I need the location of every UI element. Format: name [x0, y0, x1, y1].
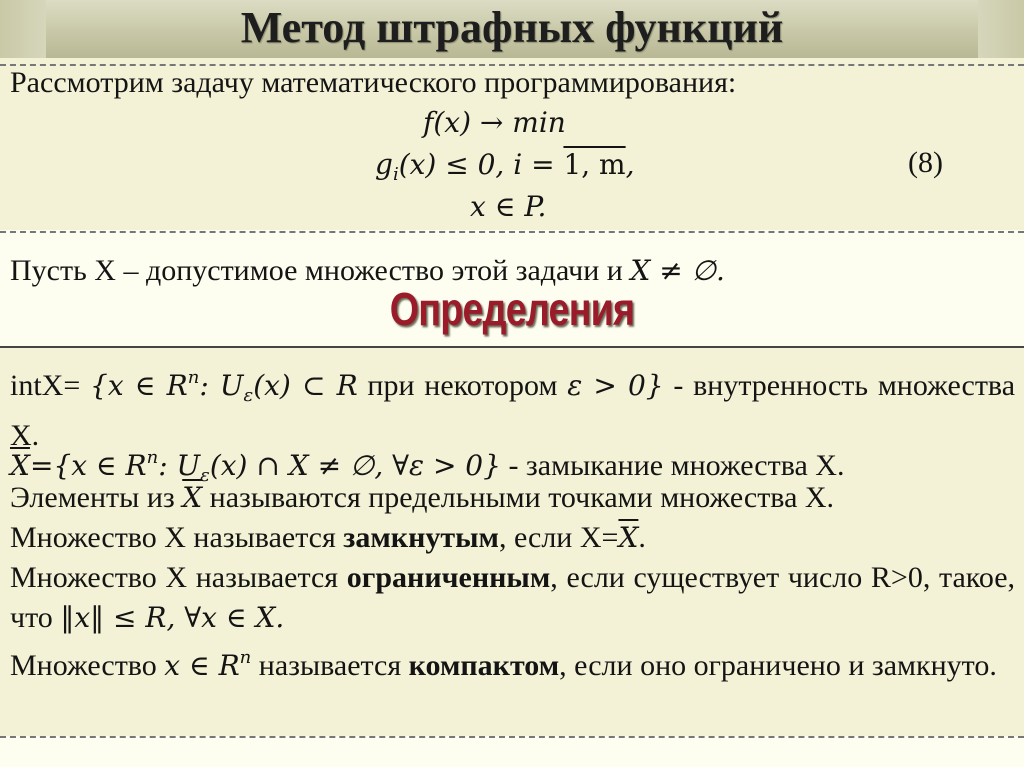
bounded-term: ограниченным — [346, 561, 551, 594]
bounded-text-b: , если существует число R>0, такое, что — [10, 561, 1016, 634]
page-title: Метод штрафных функций — [240, 3, 784, 52]
interior-nbhd: : U — [199, 369, 244, 402]
bounded-text-a: Множество X называется — [10, 561, 347, 594]
constraint-g: g — [375, 148, 393, 181]
interior-desc: - внутренность множества X. — [10, 369, 1016, 452]
equation-number: (8) — [908, 146, 943, 179]
closed-period: . — [638, 521, 646, 554]
interior-epsilon: ε — [243, 385, 254, 406]
compact-text-a: Множество — [10, 649, 165, 682]
divider-definitions — [0, 346, 1024, 348]
definitions-heading: Определения — [389, 283, 635, 335]
constraint-range: 1, m — [563, 148, 626, 181]
interior-set-open: {x ∈ R — [90, 369, 188, 402]
closure-symbol: $\overline{X}$ — [10, 449, 30, 482]
closed-term: замкнутым — [343, 521, 499, 554]
limit-closure-symbol: $\overline{X}$ — [182, 481, 203, 514]
bounded-formula: ‖x‖ ≤ R, ∀x ∈ X. — [60, 601, 285, 634]
let-formula: X ≠ ∅. — [630, 254, 725, 287]
compact-text-c: , если оно ограничено и замкнуто. — [559, 649, 997, 682]
compact-set: x ∈ R — [164, 649, 240, 682]
definition-bounded — [10, 558, 1015, 638]
compact-term: компактом — [408, 649, 560, 682]
divider-bottom — [0, 736, 1024, 738]
closure-epsilon: ε — [200, 465, 210, 486]
interior-for-some: при некотором — [357, 369, 568, 402]
definition-closed — [10, 518, 1015, 558]
limit-text-b: называются предельными точками множества X. — [202, 481, 835, 514]
definition-compact — [10, 638, 1015, 686]
closure-set-open: ={x ∈ R — [29, 449, 147, 482]
closed-text-a: Множество X называется — [10, 521, 344, 554]
definition-limit-points — [10, 478, 1015, 518]
constraint-formula — [375, 148, 635, 192]
closed-closure-symbol: $\overline{X}$ — [618, 521, 639, 554]
set-formula: x ∈ P. — [470, 190, 547, 223]
interior-label: intX= — [10, 369, 91, 402]
title-bar — [0, 0, 1024, 58]
compact-text-b: называется — [251, 649, 409, 682]
constraint-index: i — [392, 164, 399, 185]
interior-power: n — [187, 367, 200, 388]
interior-subset: (x) ⊂ R — [253, 369, 358, 402]
compact-power: n — [239, 647, 252, 668]
constraint-body: (x) ≤ 0, i = — [398, 148, 564, 181]
limit-text-a: Элементы из — [10, 481, 183, 514]
closed-text-b: , если X= — [498, 521, 619, 554]
objective-formula: f(x) → min — [423, 106, 566, 139]
interior-condition: ε > 0} — [567, 369, 664, 402]
closure-power: n — [146, 447, 159, 468]
divider-middle — [0, 231, 1024, 233]
closure-condition: (x) ∩ X ≠ ∅, ∀ε > 0} — [209, 449, 501, 482]
constraint-comma: , — [625, 148, 635, 181]
problem-intro: Рассмотрим задачу математического программирования: — [10, 66, 737, 99]
closure-desc: - замыкание множества X. — [500, 449, 845, 482]
closure-nbhd: : U — [158, 449, 201, 482]
let-text: Пусть X – допустимое множество этой задачи и — [10, 254, 631, 287]
